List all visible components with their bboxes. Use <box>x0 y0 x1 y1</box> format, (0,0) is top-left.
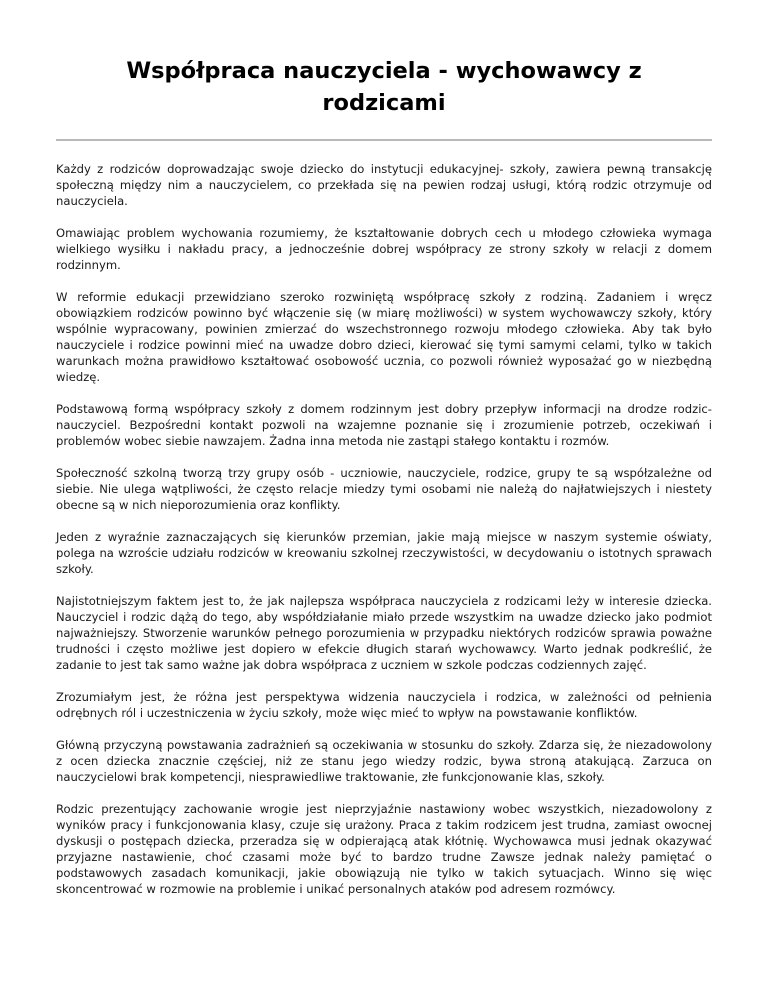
paragraph-4: Podstawową formą współpracy szkoły z domem rodzinnym jest dobry przepływ informacji na drodze rodzic-nauczyciel. Bezpośredni kontakt pozwoli na wzajemne poznanie się i zrozumienie potrzeb, oczekiwań i problemów wobec siebie nawzajem. Żadna inna metoda nie zastąpi stałego kontaktu i rozmów. <box>56 402 712 448</box>
paragraph-6: Jeden z wyraźnie zaznaczających się kierunków przemian, jakie mają miejsce w naszym systemie oświaty, polega na wzroście udziału rodziców w kreowaniu szkolnej rzeczywistości, w decydowaniu o istotnych sprawach szkoły. <box>56 530 712 576</box>
paragraph-7: Najistotniejszym faktem jest to, że jak najlepsza współpraca nauczyciela z rodzicami leży w interesie dziecka. Nauczyciel i rodzic dążą do tego, aby współdziałanie miało przede wszystkim na uwadze dziecko jako podmiot najważniejszy. Stworzenie warunków pełnego porozumienia w przypadku niektórych rodziców sprawia poważne trudności i często możliwe jest dopiero w efekcie długich starań wychowawcy. Warto jednak podkreślić, że zadanie to jest tak samo ważne jak dobra współpraca z uczniem w szkole podczas codziennych zajęć. <box>56 594 712 672</box>
title-divider <box>56 139 712 141</box>
paragraph-10: Rodzic prezentujący zachowanie wrogie jest nieprzyjaźnie nastawiony wobec wszystkich, niezadowolony z wyników pracy i funkcjonowania klasy, czuje się urażony. Praca z takim rodzicem jest trudna, zamiast owocnej dyskusji o postępach dziecka, przeradza się w odpierającą atak kłótnię. Wychowawca musi jednak okazywać przyjazne nastawienie, choć czasami może być to bardzo trudne Zawsze jednak należy pamiętać o podstawowych zasadach komunikacji, jakie obowiązują nie tylko w takich sytuacjach. Winno się więc skoncentrować w rozmowie na problemie i unikać personalnych ataków pod adresem rozmówcy. <box>56 802 712 896</box>
document-page <box>56 48 712 913</box>
paragraph-5: Społeczność szkolną tworzą trzy grupy osób - uczniowie, nauczyciele, rodzice, grupy te są współzależne od siebie. Nie ulega wątpliwości, że często relacje miedzy tymi osobami nie należą do najłatwiejszych i niestety obecne są w nich nieporozumienia oraz konflikty. <box>56 466 712 512</box>
page-title: Współpraca nauczyciela - wychowawcy z rodzicami <box>126 58 642 116</box>
paragraph-9: Główną przyczyną powstawania zadrażnień są oczekiwania w stosunku do szkoły. Zdarza się, że niezadowolony z ocen dziecka znacznie częściej, niż ze stanu jego wiedzy rodzic, bywa stroną atakującą. Zarzuca on nauczycielowi brak kompetencji, niesprawiedliwe traktowanie, złe funkcjonowanie klas, szkoły. <box>56 738 712 784</box>
paragraph-8: Zrozumiałym jest, że różna jest perspektywa widzenia nauczyciela i rodzica, w zależności od pełnienia odrębnych ról i uczestniczenia w życiu szkoły, może więc mieć to wpływ na powstawanie konfliktów. <box>56 690 712 720</box>
paragraph-1: Każdy z rodziców doprowadzając swoje dziecko do instytucji edukacyjnej- szkoły, zawiera pewną transakcję społeczną między nim a nauczycielem, co przekłada się na pewien rodzaj usługi, którą rodzic otrzymuje od nauczyciela. <box>56 162 712 208</box>
paragraph-2: Omawiając problem wychowania rozumiemy, że kształtowanie dobrych cech u młodego człowieka wymaga wielkiego wysiłku i nakładu pracy, a jednocześnie dobrej współpracy ze strony szkoły w relacji z domem rodzinnym. <box>56 226 712 272</box>
paragraph-3: W reformie edukacji przewidziano szeroko rozwiniętą współpracę szkoły z rodziną. Zadaniem i wręcz obowiązkiem rodziców powinno być włączenie się (w miarę możliwości) w system wychowawczy szkoły, który wspólnie wypracowany, powinien zmierzać do wszechstronnego rozwoju młodego człowieka. Aby tak było nauczyciele i rodzice powinni mieć na uwadze dobro dzieci, kierować się tymi samymi celami, tylko w takich warunkach można prawidłowo kształtować osobowość ucznia, co pozwoli również wyposażać go w niezbędną wiedzę. <box>56 290 712 384</box>
